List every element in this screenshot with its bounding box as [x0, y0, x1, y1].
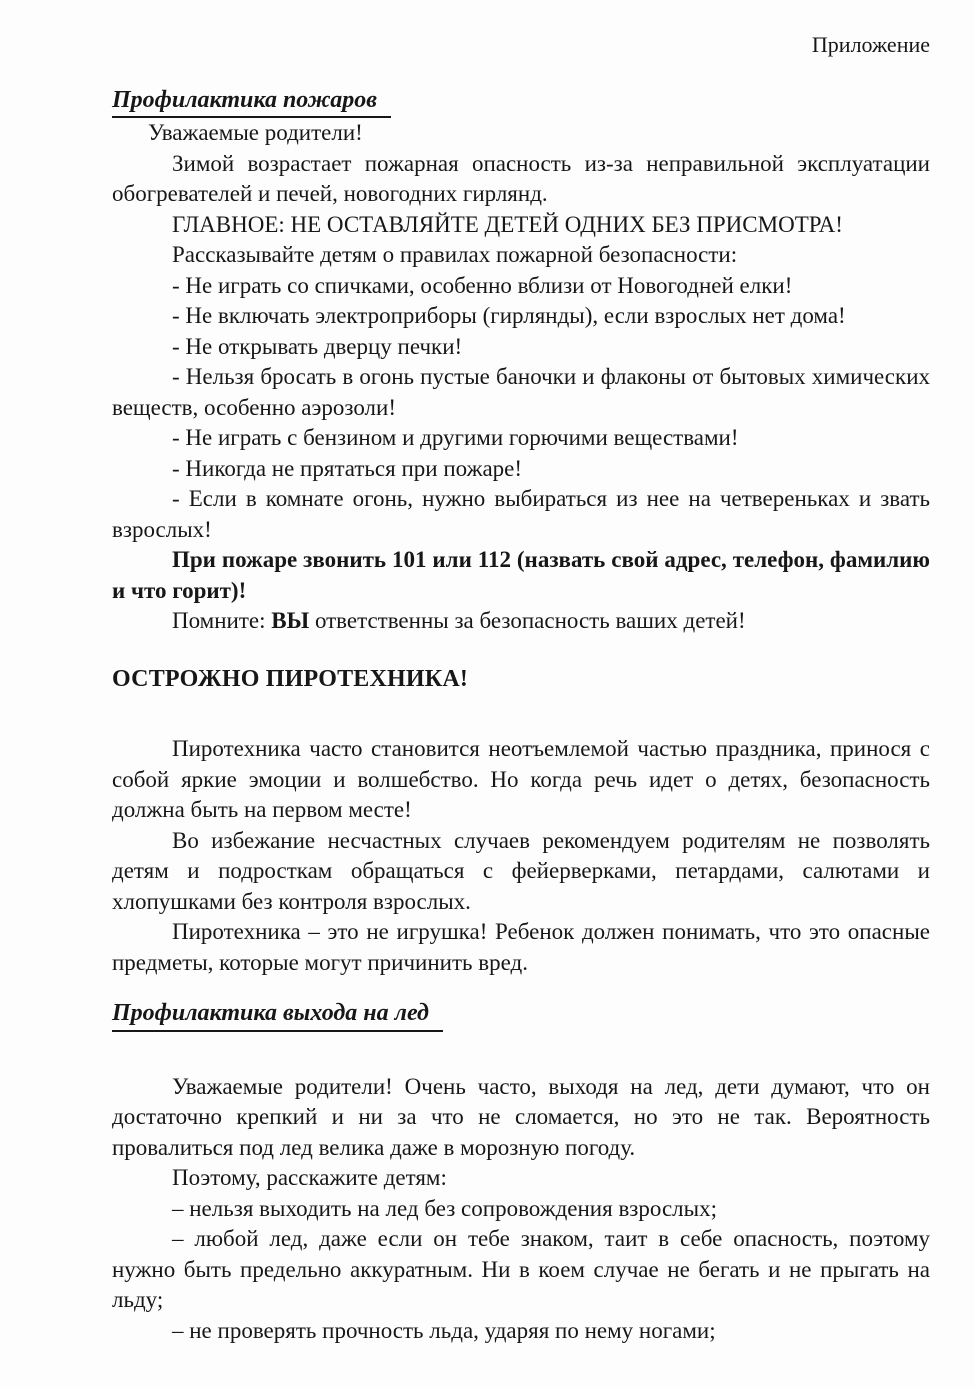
- fire-reminder-prefix: Помните:: [172, 608, 272, 633]
- fire-rule-item: - Не открывать дверцу печки!: [172, 333, 463, 359]
- fire-main-warning: ГЛАВНОЕ: НЕ ОСТАВЛЯЙТЕ ДЕТЕЙ ОДНИХ БЕЗ ПРИСМОТРА!: [172, 211, 843, 237]
- fire-rule-item: - Никогда не прятаться при пожаре!: [172, 455, 523, 481]
- fire-rule-item: - Если в комнате огонь, нужно выбираться из нее на четвереньках и звать взрослых!: [112, 486, 930, 542]
- fire-reminder-bold-you: ВЫ: [271, 608, 310, 633]
- ice-rules-intro: Поэтому, расскажите детям:: [172, 1165, 447, 1190]
- pyrotechnics-section-heading: ОСТРОЖНО ПИРОТЕХНИКА!: [112, 665, 469, 692]
- fire-reminder-line: [112, 606, 930, 637]
- ice-rule-item: – не проверять прочность льда, ударяя по нему ногами;: [172, 1317, 716, 1343]
- fire-intro-paragraph: Зимой возрастает пожарная опасность из-за неправильной эксплуатации обогревателей и печей, новогодних гирлянд.: [112, 150, 930, 206]
- fire-greeting: Уважаемые родители!: [148, 120, 363, 145]
- corner-label: Приложение: [811, 32, 930, 57]
- ice-section-heading-text: Профилактика выхода на лед: [112, 998, 443, 1032]
- fire-rules-intro: Рассказывайте детям о правилах пожарной безопасности:: [172, 242, 738, 267]
- fire-rule-item: - Не играть с бензином и другими горючими веществами!: [172, 425, 739, 450]
- fire-reminder-suffix: ответственны за безопасность ваших детей!: [309, 608, 746, 633]
- ice-rule-item: – любой лед, даже если он тебе знаком, таит в себе опасность, поэтому нужно быть предельно аккуратным. Ни в коем случае не бегать и не прыгать на льду;: [112, 1226, 930, 1312]
- fire-emergency-call-line: При пожаре звонить 101 или 112 (назвать свой адрес, телефон, фамилию и что горит)!: [112, 547, 930, 603]
- ice-section-heading: [112, 998, 930, 1032]
- fire-rule-item: - Не играть со спичками, особенно вблизи от Новогодней елки!: [172, 272, 793, 298]
- ice-intro-paragraph: Уважаемые родители! Очень часто, выходя на лед, дети думают, что он достаточно крепкий и ни за что не сломается, но это не так. Вероятность провалиться под лед велика даже в морозную погоду.: [112, 1073, 930, 1160]
- fire-rule-item: - Нельзя бросать в огонь пустые баночки и флаконы от бытовых химических веществ, особенно аэрозоли!: [112, 364, 930, 420]
- fire-section-heading: [112, 85, 930, 119]
- ice-rule-item: – нельзя выходить на лед без сопровождения взрослых;: [172, 1195, 717, 1221]
- pyrotechnics-paragraph-2: Во избежание несчастных случаев рекомендуем родителям не позволять детям и подросткам обращаться с фейерверками, петардами, салютами и хлопушками без контроля взрослых.: [112, 827, 930, 914]
- pyrotechnics-paragraph-1: Пиротехника часто становится неотъемлемой частью праздника, принося с собой яркие эмоции и волшебство. Но когда речь идет о детях, безопасность должна быть на первом месте!: [112, 736, 930, 822]
- fire-section-heading-text: Профилактика пожаров: [112, 85, 391, 119]
- fire-rule-item: - Не включать электроприборы (гирлянды), если взрослых нет дома!: [172, 303, 846, 328]
- pyrotechnics-paragraph-3: Пиротехника – это не игрушка! Ребенок должен понимать, что это опасные предметы, которые могут причинить вред.: [112, 919, 930, 975]
